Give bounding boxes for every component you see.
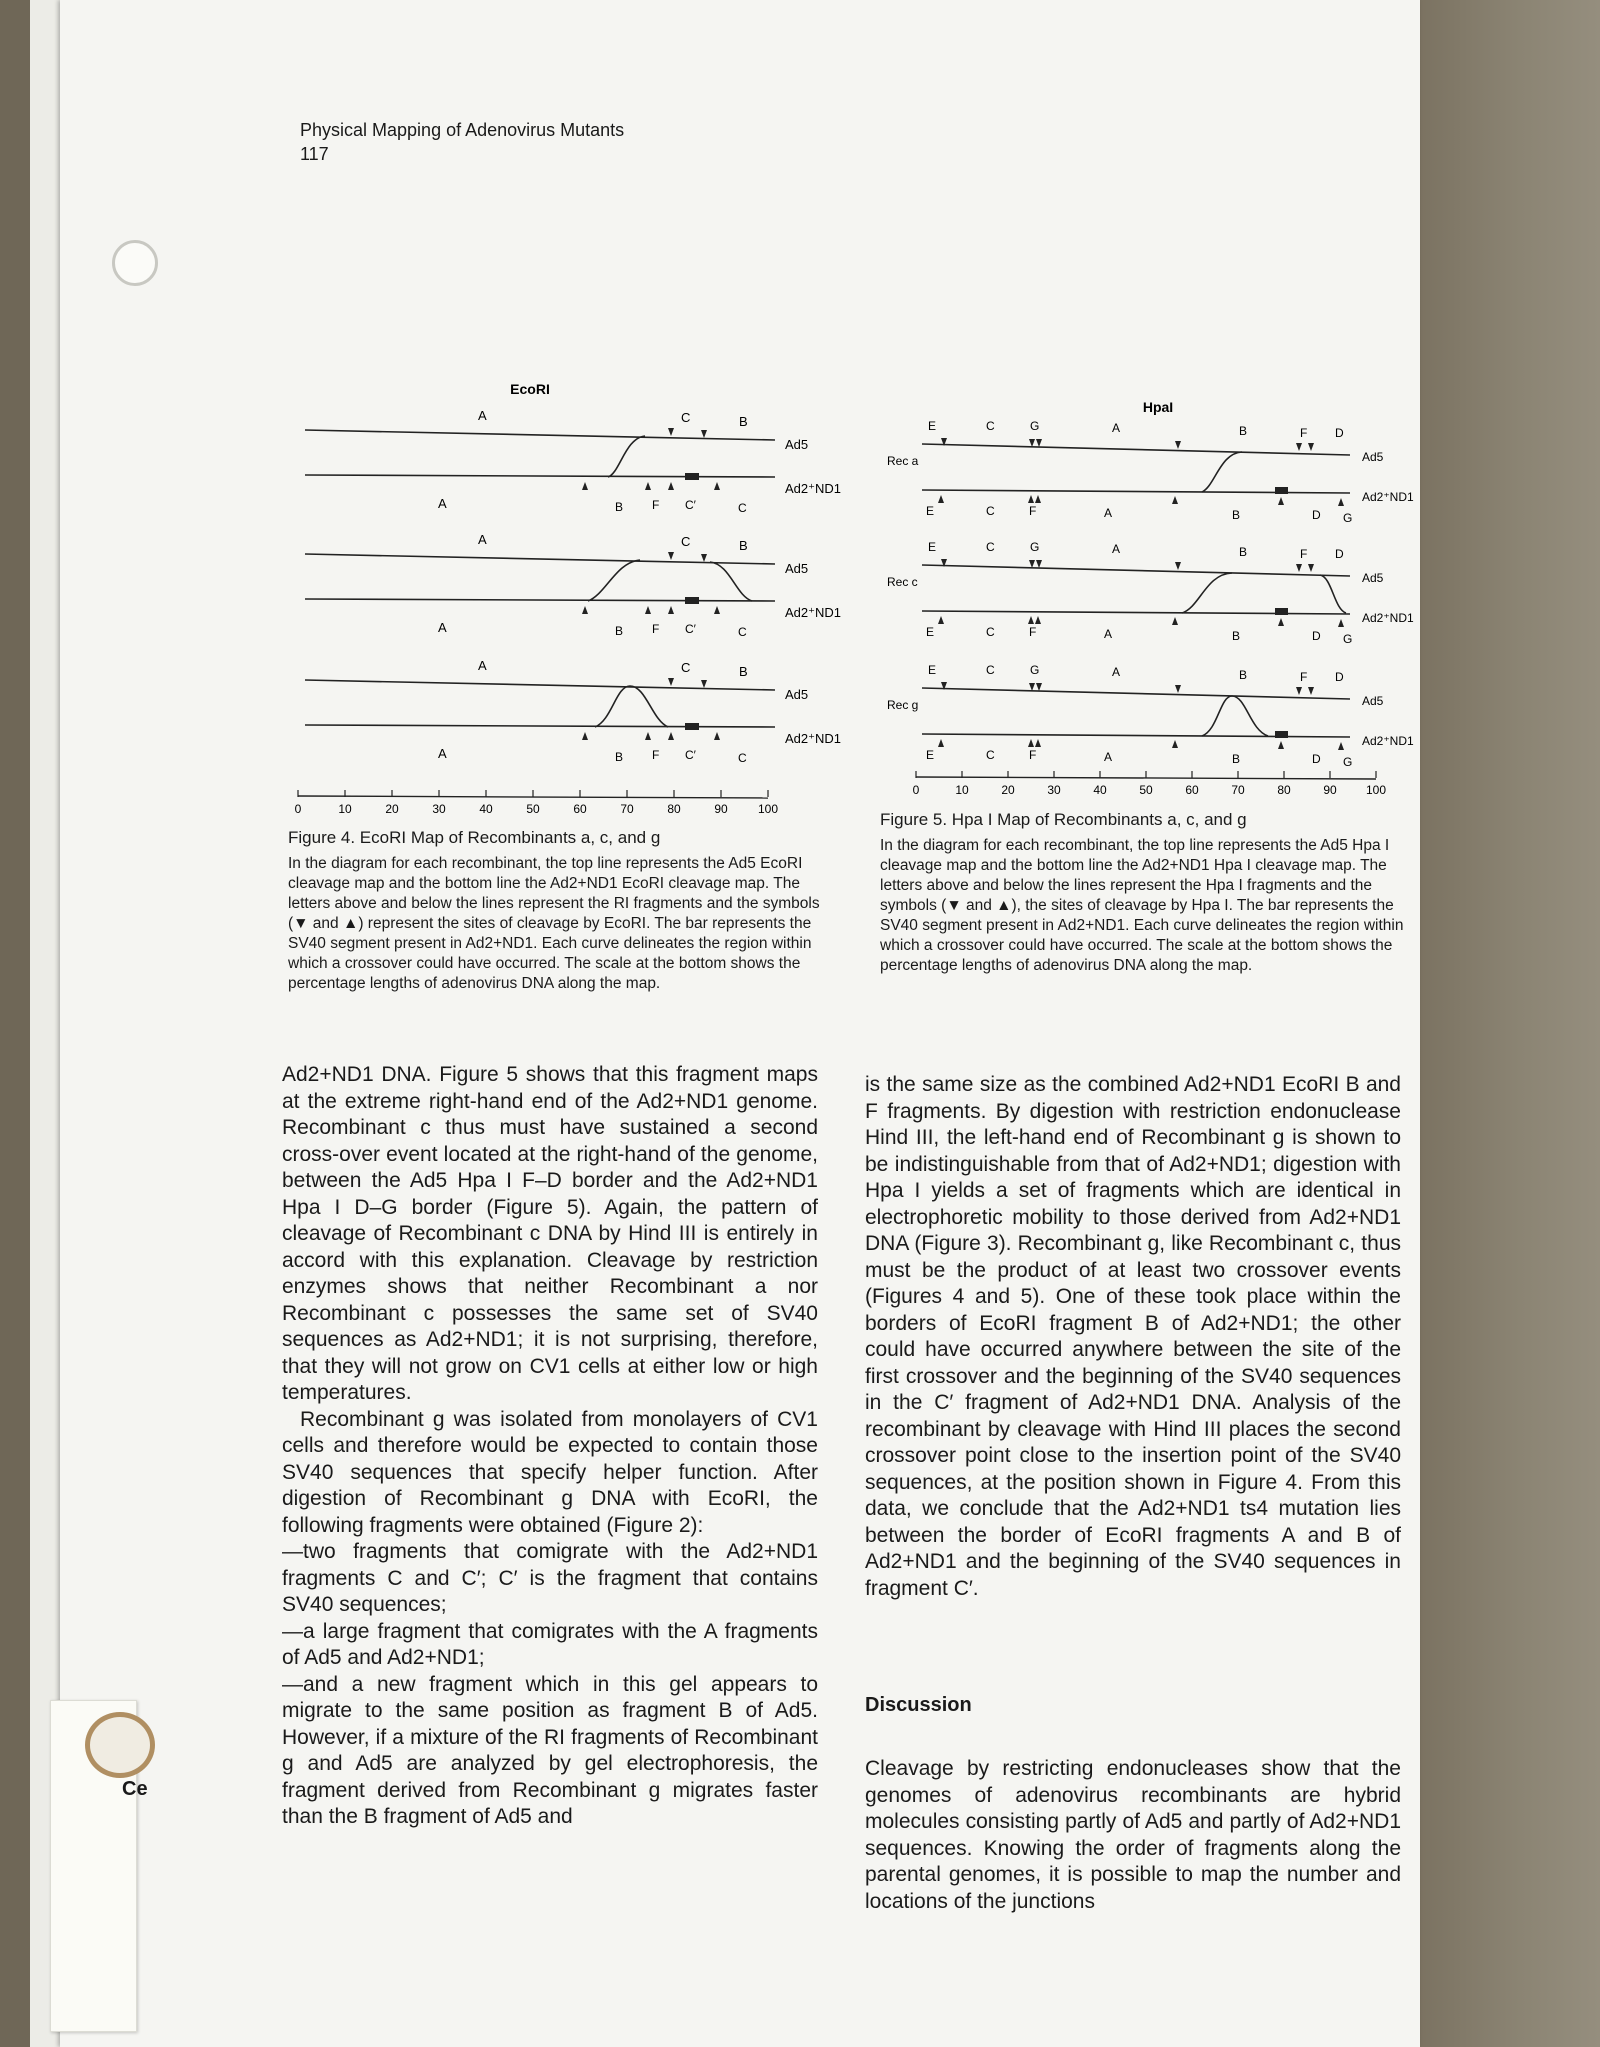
fig4-scale-label: 30 bbox=[432, 802, 446, 816]
fig5-frag-label: D bbox=[1312, 629, 1321, 643]
fig4-frag-label: B bbox=[615, 500, 624, 514]
fig5-cleavage-sites-bottom bbox=[938, 739, 1344, 750]
fig5-sv40-bar bbox=[1275, 487, 1288, 494]
fig5-frag-label: C bbox=[986, 663, 995, 677]
fig4-ad2nd1-label: Ad2⁺ND1 bbox=[785, 731, 841, 746]
fig5-scale-label: 100 bbox=[1365, 783, 1387, 797]
fig4-frag-label: C bbox=[738, 501, 747, 515]
fig4-panel-a bbox=[305, 408, 841, 515]
body-paragraph: is the same size as the combined Ad2+ND1 EcoRI B and F fragments. By digestion with restriction endonuclease Hind III, the left-hand end of Recombinant g is shown to be indistinguishable from that of Ad2+ND1; digestion with Hpa I yields a set of fragments which are identical in electrophoretic mobility to those derived from Ad2+ND1 DNA (Figure 3). Recombinant g, like Recombinant c, thus must be the product of at least two crossover events (Figures 4 and 5). One of these took place within the borders of EcoRI fragment B of Ad2+ND1; the other could have occurred anywhere between the site of the first crossover and the beginning of the SV40 sequences in the C′ fragment of Ad2+ND1 DNA. Analysis of the recombinant by cleavage with Hind III places the second crossover point close to the insertion point of the SV40 sequences, at the position shown in Figure 4. From this data, we conclude that the Ad2+ND1 ts4 mutation lies between the border of EcoRI fragments A and B of Ad2+ND1 and the beginning of the SV40 sequences in fragment C′. bbox=[865, 1073, 1401, 1600]
fig5-frag-label: D bbox=[1335, 670, 1344, 684]
fig5-frag-label: C bbox=[986, 419, 995, 433]
fig5-ad5-line bbox=[922, 565, 1350, 576]
figure-4-caption-title: Figure 4. EcoRI Map of Recombinants a, c, and g bbox=[288, 828, 661, 847]
figure-4-caption bbox=[288, 828, 823, 994]
tag-text: Ce bbox=[122, 1778, 148, 1800]
fig5-frag-label: E bbox=[928, 540, 937, 554]
fig5-frag-label: G bbox=[1030, 540, 1040, 554]
fig4-ad2nd1-line bbox=[305, 725, 775, 727]
fig4-scale-label: 100 bbox=[757, 802, 779, 816]
fig5-frag-label: G bbox=[1030, 663, 1040, 677]
fig5-frag-label: A bbox=[1112, 542, 1121, 556]
fig5-scale-label: 90 bbox=[1323, 783, 1337, 797]
fig4-sv40-bar bbox=[685, 723, 699, 730]
figure-4-caption-text: In the diagram for each recombinant, the top line represents the Ad5 EcoRI cleavage map and the bottom line the Ad2+ND1 EcoRI cleavage map. The letters above and below the lines represent the RI fragments and the symbols (▼ and ▲) represent the sites of cleavage by EcoRI. The bar represents the SV40 segment present in Ad2+ND1. Each curve delineates the region within which a crossover could have occurred. The scale at the bottom shows the percentage lengths of adenovirus DNA along the map. bbox=[288, 855, 820, 992]
fig4-ad2nd1-line bbox=[305, 599, 775, 601]
body-list-item: —a large fragment that comigrates with the A fragments of Ad5 and Ad2+ND1; bbox=[282, 1619, 818, 1669]
fig4-ad2nd1-label: Ad2⁺ND1 bbox=[785, 481, 841, 496]
fig4-ad5-label: Ad5 bbox=[785, 561, 809, 576]
fig4-scale-label: 70 bbox=[620, 802, 634, 816]
fig4-frag-label: B bbox=[739, 664, 748, 679]
fig5-frag-label: G bbox=[1343, 632, 1353, 646]
figure-4 bbox=[290, 378, 850, 828]
fig4-scale-ticks bbox=[295, 790, 779, 816]
fig5-scale-label: 30 bbox=[1047, 783, 1061, 797]
fig4-frag-label: A bbox=[438, 496, 447, 511]
fig5-ad5-label: Ad5 bbox=[1362, 571, 1384, 585]
fig5-frag-label: F bbox=[1029, 504, 1037, 518]
punch-hole bbox=[112, 240, 158, 286]
fig4-frag-label: B bbox=[739, 414, 748, 429]
body-paragraph: Ad2+ND1 DNA. Figure 5 shows that this fragment maps at the extreme right-hand end of the Ad2+ND1 genome. Recombinant c thus must have sustained a second cross-over event located at the right-hand of the genome, between the Ad5 Hpa I F–D border and the Ad2+ND1 Hpa I D–G border (Figure 5). Again, the pattern of cleavage of Recombinant c DNA by Hind III is entirely in accord with this explanation. Cleavage by restriction enzymes shows that neither Recombinant a nor Recombinant c possesses the same set of SV40 sequences as Ad2+ND1; it is not surprising, therefore, that they will not grow on CV1 cells at either low or high temperatures. bbox=[282, 1063, 818, 1404]
fig5-ad2nd1-label: Ad2⁺ND1 bbox=[1362, 611, 1414, 625]
fig5-ad5-line bbox=[922, 444, 1350, 455]
figure-5-diagram bbox=[880, 396, 1420, 806]
scan-background bbox=[1400, 0, 1600, 2047]
fig5-ad2nd1-label: Ad2⁺ND1 bbox=[1362, 490, 1414, 504]
fig5-frag-label: D bbox=[1335, 547, 1344, 561]
fig5-sv40-bar bbox=[1275, 731, 1288, 738]
running-header bbox=[300, 118, 624, 166]
fig4-frag-label: A bbox=[478, 658, 487, 673]
fig4-cleavage-sites-top bbox=[668, 678, 707, 688]
figure-5-caption-title: Figure 5. Hpa I Map of Recombinants a, c, and g bbox=[880, 810, 1247, 829]
fig4-frag-label: B bbox=[615, 624, 624, 638]
header-page-number: 117 bbox=[300, 144, 329, 164]
fig5-frag-label: A bbox=[1112, 421, 1121, 435]
fig4-scale-label: 50 bbox=[526, 802, 540, 816]
fig4-scale bbox=[295, 790, 779, 816]
fig5-rec-label: Rec a bbox=[887, 454, 919, 468]
fig5-frag-label: A bbox=[1104, 627, 1113, 641]
fig5-frag-label: C bbox=[986, 540, 995, 554]
fig5-frag-label: A bbox=[1104, 750, 1113, 764]
fig4-frag-label: F bbox=[652, 622, 660, 636]
fig5-frag-label: F bbox=[1300, 426, 1308, 440]
body-list-item: —and a new fragment which in this gel appears to migrate to the same position as fragment B of Ad5. However, if a mixture of the RI fragments of Recombinant g and Ad5 are analyzed by gel electrophoresis, the fragment derived from Recombinant g migrates faster than the B fragment of Ad5 and bbox=[282, 1672, 818, 1828]
fig5-frag-label: F bbox=[1300, 547, 1308, 561]
discussion-paragraph: Cleavage by restricting endonucleases show that the genomes of adenovirus recombinants are hybrid molecules consisting partly of Ad5 and partly of Ad2+ND1 sequences. Knowing the order of fragments along the parental genomes, it is possible to map the number and locations of the junctions bbox=[865, 1757, 1401, 1913]
fig4-ad2nd1-line bbox=[305, 475, 775, 477]
fig4-frag-label: C bbox=[738, 625, 747, 639]
fig5-frag-label: G bbox=[1343, 755, 1353, 769]
fig4-cleavage-sites-bottom bbox=[582, 606, 720, 614]
fig4-cleavage-sites-bottom bbox=[582, 482, 720, 490]
header-title: Physical Mapping of Adenovirus Mutants bbox=[300, 120, 625, 140]
fig4-scale-label: 20 bbox=[385, 802, 399, 816]
fig5-frag-label: F bbox=[1029, 625, 1037, 639]
fig5-ad2nd1-label: Ad2⁺ND1 bbox=[1362, 734, 1414, 748]
fig5-frag-label: B bbox=[1232, 629, 1241, 643]
fig5-frag-label: E bbox=[928, 663, 937, 677]
fig5-frag-label: C bbox=[986, 748, 995, 762]
body-right-column bbox=[865, 1072, 1401, 1602]
fig5-scale-label: 20 bbox=[1001, 783, 1015, 797]
fig5-frag-label: B bbox=[1239, 545, 1248, 559]
fig4-frag-label: A bbox=[438, 746, 447, 761]
fig5-frag-label: C bbox=[986, 625, 995, 639]
fig5-panel-a bbox=[887, 419, 1414, 525]
fig4-ad2nd1-label: Ad2⁺ND1 bbox=[785, 605, 841, 620]
fig5-frag-label: A bbox=[1112, 665, 1121, 679]
fig5-scale-label: 50 bbox=[1139, 783, 1153, 797]
fig4-scale-label: 40 bbox=[479, 802, 493, 816]
fig5-scale-label: 80 bbox=[1277, 783, 1291, 797]
fig4-frag-label: C′ bbox=[685, 748, 696, 762]
fig4-cleavage-sites-bottom bbox=[582, 732, 720, 740]
fig4-scale-label: 60 bbox=[573, 802, 587, 816]
fig4-cleavage-sites-top bbox=[668, 552, 707, 562]
fig4-cleavage-sites-top bbox=[668, 428, 707, 438]
fig4-frag-label: C bbox=[738, 751, 747, 765]
figure-5-caption-text: In the diagram for each recombinant, the top line represents the Ad5 Hpa I cleavage map and the bottom line the Ad2+ND1 Hpa I cleavage map. The letters above and below the lines represent the Hpa I fragments and the symbols (▼ and ▲), the sites of cleavage by Hpa I. The bar represents the SV40 segment present in Ad2+ND1. Each curve delineates the region within which a crossover could have occurred. The scale at the bottom shows the percentage lengths of adenovirus DNA along the map. bbox=[880, 837, 1404, 974]
fig4-frag-label: C′ bbox=[685, 498, 696, 512]
fig5-frag-label: B bbox=[1232, 752, 1241, 766]
fig5-frag-label: B bbox=[1232, 508, 1241, 522]
fig5-enzyme-label: HpaI bbox=[1142, 399, 1174, 415]
body-paragraph: Recombinant g was isolated from monolayers of CV1 cells and therefore would be expected to contain those SV40 sequences that specify helper function. After digestion of Recombinant g DNA with EcoRI, the following fragments were obtained (Figure 2): bbox=[282, 1407, 818, 1537]
fig4-panel-g bbox=[305, 658, 841, 765]
fig5-rec-label: Rec g bbox=[887, 698, 919, 712]
fig5-ad5-label: Ad5 bbox=[1362, 694, 1384, 708]
body-list-item: —two fragments that comigrate with the Ad2+ND1 fragments C and C′; C′ is the fragment that contains SV40 sequences; bbox=[282, 1540, 818, 1616]
discussion-heading: Discussion bbox=[865, 1694, 972, 1716]
fig4-sv40-bar bbox=[685, 473, 699, 480]
fig5-scale-label: 10 bbox=[955, 783, 969, 797]
fig5-ad5-line bbox=[922, 688, 1350, 699]
fig5-cleavage-sites-bottom bbox=[938, 616, 1344, 627]
fig4-ad5-label: Ad5 bbox=[785, 437, 809, 452]
fig5-frag-label: G bbox=[1343, 511, 1353, 525]
fig4-frag-label: F bbox=[652, 748, 660, 762]
fig5-frag-label: D bbox=[1312, 508, 1321, 522]
fig4-frag-label: A bbox=[438, 620, 447, 635]
figure-5 bbox=[880, 396, 1420, 806]
fig5-scale-label: 70 bbox=[1231, 783, 1245, 797]
fig5-frag-label: C bbox=[986, 504, 995, 518]
fig5-crossover-curve bbox=[1202, 452, 1242, 492]
fig5-cleavage-sites-bottom bbox=[938, 495, 1344, 506]
fig5-frag-label: G bbox=[1030, 419, 1040, 433]
tag-clip-ring bbox=[85, 1712, 155, 1778]
fig5-frag-label: D bbox=[1335, 426, 1344, 440]
fig5-frag-label: E bbox=[926, 625, 935, 639]
fig4-enzyme-label: EcoRI bbox=[510, 381, 550, 397]
fig5-sv40-bar bbox=[1275, 608, 1288, 615]
fig5-frag-label: A bbox=[1104, 506, 1113, 520]
fig4-crossover-curve bbox=[608, 436, 645, 477]
fig4-scale-label: 80 bbox=[667, 802, 681, 816]
fig5-crossover-curve bbox=[1202, 696, 1268, 736]
fig5-panel-g bbox=[887, 663, 1414, 769]
fig5-frag-label: B bbox=[1239, 424, 1248, 438]
fig5-ad5-label: Ad5 bbox=[1362, 450, 1384, 464]
fig5-scale-label: 40 bbox=[1093, 783, 1107, 797]
fig5-rec-label: Rec c bbox=[887, 575, 918, 589]
body-left-column bbox=[282, 1062, 818, 1831]
fig4-frag-label: C bbox=[681, 534, 691, 549]
fig4-scale-label: 0 bbox=[294, 802, 302, 816]
fig5-frag-label: F bbox=[1029, 748, 1037, 762]
fig4-frag-label: C′ bbox=[685, 622, 696, 636]
fig5-crossover-curve bbox=[1182, 573, 1346, 613]
fig4-panel-c bbox=[305, 532, 841, 639]
fig5-scale-label: 0 bbox=[912, 783, 920, 797]
fig4-crossover-curve bbox=[588, 560, 752, 601]
fig4-scale-label: 90 bbox=[714, 802, 728, 816]
fig4-frag-label: A bbox=[478, 408, 487, 423]
fig5-frag-label: E bbox=[928, 419, 937, 433]
fig4-frag-label: B bbox=[739, 538, 748, 553]
fig5-frag-label: E bbox=[926, 748, 935, 762]
fig5-scale-label: 60 bbox=[1185, 783, 1199, 797]
fig4-frag-label: F bbox=[652, 498, 660, 512]
fig5-scale bbox=[913, 771, 1387, 797]
fig4-frag-label: C bbox=[681, 660, 691, 675]
figure-4-diagram bbox=[290, 378, 850, 828]
discussion-text-block bbox=[865, 1756, 1401, 1915]
fig5-panel-c bbox=[887, 540, 1414, 646]
fig4-frag-label: B bbox=[615, 750, 624, 764]
fig5-frag-label: B bbox=[1239, 668, 1248, 682]
fig5-scale-ticks bbox=[913, 771, 1387, 797]
fig4-scale-label: 10 bbox=[338, 802, 352, 816]
fig4-crossover-curve bbox=[595, 686, 668, 727]
fig4-sv40-bar bbox=[685, 597, 699, 604]
fig4-ad5-label: Ad5 bbox=[785, 687, 809, 702]
fig4-frag-label: A bbox=[478, 532, 487, 547]
fig4-frag-label: C bbox=[681, 410, 691, 425]
fig5-frag-label: E bbox=[926, 504, 935, 518]
figure-5-caption bbox=[880, 810, 1415, 976]
fig5-frag-label: F bbox=[1300, 670, 1308, 684]
fig5-frag-label: D bbox=[1312, 752, 1321, 766]
